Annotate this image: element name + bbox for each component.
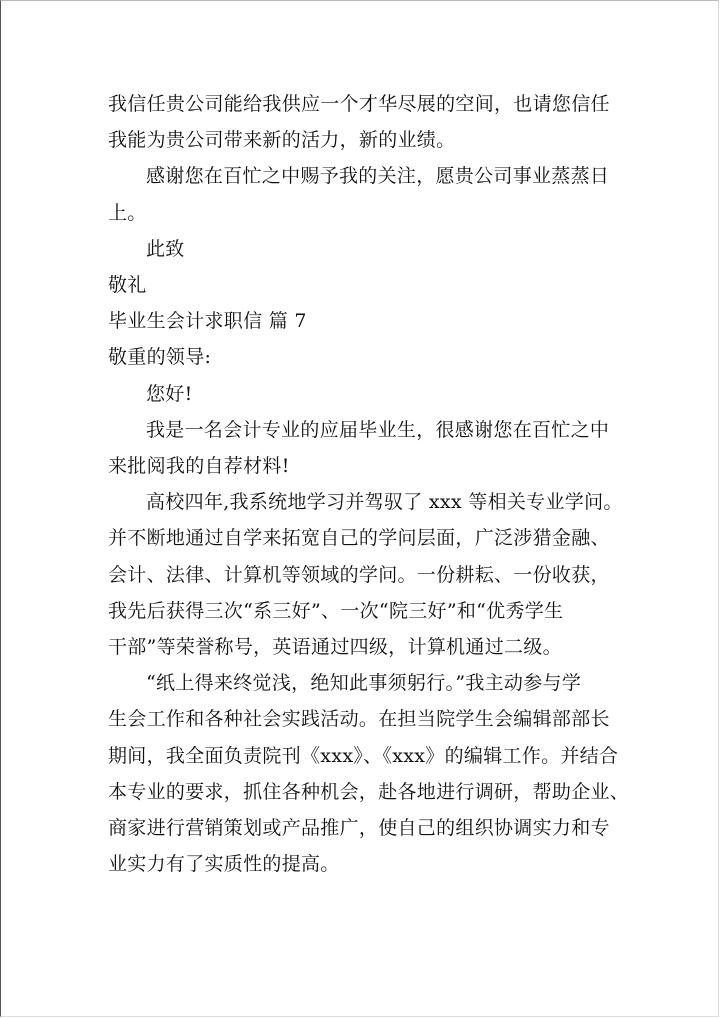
text-line: 生会工作和各种社会实践活动。在担当院学生会编辑部部长 [108, 708, 610, 731]
text-line: 商家进行营销策划或产品推广，使自己的组织协调实力和专 [108, 817, 610, 840]
section-heading: 毕业生会计求职信 篇 7 [108, 310, 307, 333]
text-line: 干部”等荣誉称号，英语通过四级，计算机通过二级。 [108, 636, 562, 659]
greeting-recipient: 敬重的领导: [108, 346, 212, 369]
text-line: “纸上得来终觉浅，绝知此事须躬行。”我主动参与学 [146, 672, 582, 695]
text-line: 上。 [108, 201, 147, 224]
greeting: 您好! [146, 382, 193, 405]
text-line: 我先后获得三次“系三好”、一次“院三好”和“优秀学生 [108, 599, 564, 622]
text-line: 感谢您在百忙之中赐予我的关注，愿贵公司事业蒸蒸日 [146, 165, 610, 188]
text-line: 我信任贵公司能给我供应一个才华尽展的空间，也请您信任 [108, 93, 610, 115]
text-line: 并不断地通过自学来拓宽自己的学问层面，广泛涉猎金融、 [108, 527, 610, 550]
closing-salutation: 此致 [146, 237, 185, 260]
text-line: 我能为贵公司带来新的活力，新的业绩。 [108, 129, 456, 152]
text-line: 会计、法律、计算机等领域的学问。一份耕耘、一份收获， [108, 563, 610, 586]
text-line: 业实力有了实质性的提高。 [108, 853, 340, 876]
document-body [108, 86, 630, 882]
text-line: 我是一名会计专业的应届毕业生，很感谢您在百忙之中 [146, 418, 610, 441]
text-line: 期间，我全面负责院刊《xxx》、《xxx》的编辑工作。并结合 [108, 744, 619, 767]
text-line: 来批阅我的自荐材料! [108, 455, 290, 478]
text-line: 高校四年,我系统地学习并驾驭了 xxx 等相关专业学问。 [146, 491, 623, 514]
closing-regards: 敬礼 [108, 274, 147, 297]
text-line: 本专业的要求，抓住各种机会，赴各地进行调研，帮助企业、 [108, 780, 630, 803]
